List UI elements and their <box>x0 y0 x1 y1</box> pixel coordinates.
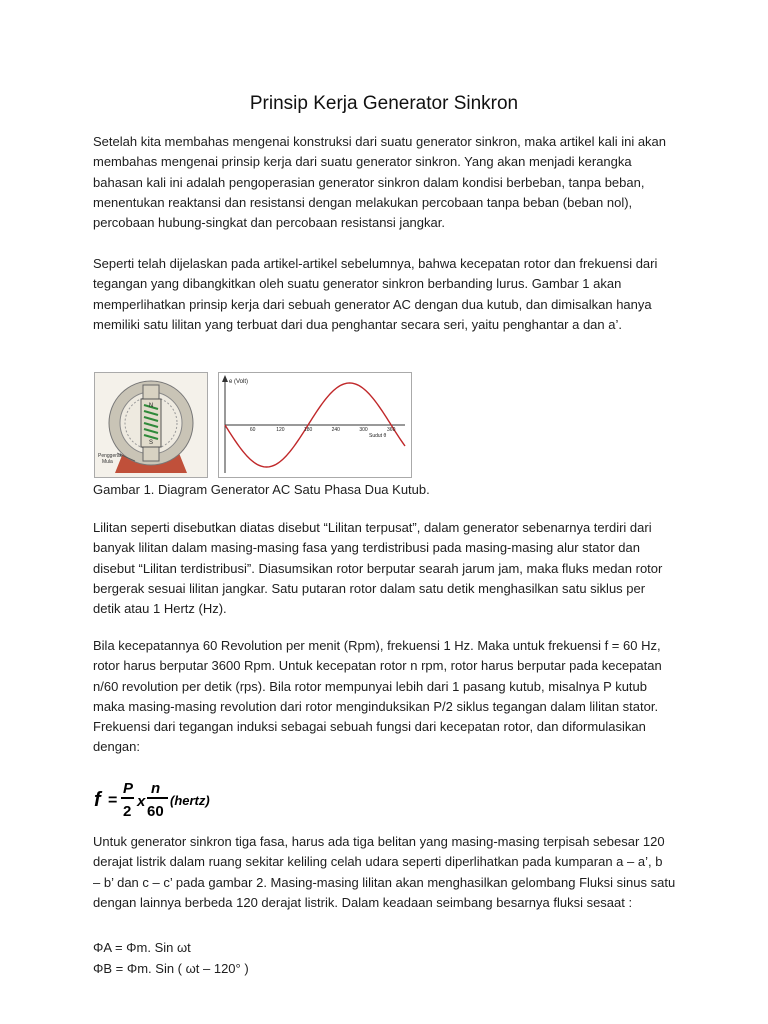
formula-sixty: 60 <box>147 803 164 820</box>
wave-y-label: e (Volt) <box>229 379 249 385</box>
wave-tick-label: 240 <box>331 427 340 433</box>
paragraph-line: Lilitan seperti disebutkan diatas disebut “Lilitan terpusat”, dalam generator sebenarnya terdiri dari <box>93 520 652 535</box>
wave-tick-label: 120 <box>276 427 285 433</box>
paragraph-line: dengan lainnya berbeda 120 derajat listrik. Dalam keadaan seimbang besarnya fluksi sesaat : <box>93 894 633 910</box>
paragraph-line: n/60 revolution per detik (rps). Bila rotor mempunyai lebih dari 1 pasang kutub, misalnya P kutub <box>93 678 647 694</box>
flux-equation-b: ΦB = Φm. Sin ( ωt – 120° ) <box>93 961 249 976</box>
sine-wave-drawing <box>219 373 411 477</box>
formula-p: P <box>123 780 134 797</box>
paragraph-line: derajat listrik dalam ruang sekitar keliling celah udara seperti diperlihatkan pada kumparan a – a’, b <box>93 854 663 870</box>
prime-mover-label-2: Mula <box>102 459 113 465</box>
paragraph-line: Untuk generator sinkron tiga fasa, harus ada tiga belitan yang masing-masing terpisah sebesar 120 <box>93 834 665 849</box>
paragraph-line: memiliki satu lilitan yang terbuat dari dua penghantar secara seri, yaitu penghantar a dan a’. <box>93 316 622 332</box>
paragraph-three-phase <box>93 832 693 913</box>
wave-tick-label: 360 <box>387 427 396 433</box>
figure-caption: Gambar 1. Diagram Generator AC Satu Phasa Dua Kutub. <box>93 482 430 497</box>
paragraph-line: Setelah kita membahas mengenai konstruksi dari suatu generator sinkron, maka artikel kali ini akan <box>93 134 667 149</box>
paragraph-line: Bila kecepatannya 60 Revolution per menit (Rpm), frekuensi 1 Hz. Maka untuk frekuensi f = 60 Hz, <box>93 638 661 653</box>
paragraph-line: detik atau 1 Hertz (Hz). <box>93 601 227 617</box>
sine-wave-plot <box>218 372 412 478</box>
wave-tick-label: 300 <box>359 427 368 433</box>
paragraph-line: memperlihatkan prinsip kerja dari sebuah generator AC dengan dua kutub, dan dimisalkan hanya <box>93 296 652 312</box>
paragraph-line: percobaan hubung-singkat dan percobaan resistansi jangkar. <box>93 215 445 231</box>
wave-tick-label: 60 <box>249 427 256 433</box>
paragraph-line: rotor harus berputar 3600 Rpm. Untuk kecepatan rotor n rpm, rotor harus berputar pada kecepatan <box>93 658 662 674</box>
paragraph-line: Seperti telah dijelaskan pada artikel-artikel sebelumnya, bahwa kecepatan rotor dan frekuensi dari <box>93 256 658 271</box>
paragraph-line: disebut “Lilitan terdistribusi”. Diasumsikan rotor berputar searah jarum jam, maka fluks medan rotor <box>93 560 663 576</box>
page-title: Prinsip Kerja Generator Sinkron <box>249 93 519 114</box>
paragraph-line: dengan: <box>93 739 140 755</box>
formula-n: n <box>151 780 161 797</box>
frequency-formula <box>92 776 232 822</box>
generator-diagram <box>94 372 208 478</box>
generator-drawing <box>95 373 207 477</box>
formula-equals: = <box>108 792 118 809</box>
formula-two: 2 <box>123 803 132 820</box>
paragraph-line: membahas mengenai prinsip kerja dari suatu generator sinkron. Yang akan menjadi kerangka <box>93 154 632 170</box>
paragraph-windings <box>93 518 693 619</box>
paragraph-rotor-speed <box>93 254 693 335</box>
formula-x: x <box>137 793 146 810</box>
pole-n-label: N <box>148 403 154 409</box>
prime-mover-label: Penggerak <box>98 453 123 459</box>
formula-unit: (hertz) <box>170 793 210 808</box>
paragraph-line: bergerak sesuai lilitan jangkar. Satu putaran rotor dalam satu detik menghasilkan satu siklus per <box>93 580 646 596</box>
formula-f: f <box>94 789 101 811</box>
flux-equation-a: ΦA = Φm. Sin ωt <box>93 940 191 955</box>
paragraph-line: tegangan yang dibangkitkan oleh suatu generator sinkron berbanding lurus. Gambar 1 akan <box>93 276 622 292</box>
paragraph-line: bahasan kali ini adalah pengoperasian generator sinkron dalam kondisi berbeban, tanpa beban, <box>93 174 645 190</box>
paragraph-line: banyak lilitan dalam masing-masing fasa yang terdistribusi pada masing-masing alur stator dan <box>93 540 640 556</box>
paragraph-intro <box>93 132 693 233</box>
paragraph-line: maka masing-masing revolution dari rotor menginduksikan P/2 siklus tegangan dalam lilitan stator. <box>93 698 659 714</box>
wave-tick-label: 180 <box>303 427 313 433</box>
wave-x-label: Sudut θ <box>369 433 387 439</box>
paragraph-frequency <box>93 636 693 758</box>
paragraph-line: menentukan reaktansi dan resistansi dengan melakukan percobaan tanpa beban (beban nol), <box>93 194 633 210</box>
paragraph-line: – b’ dan c – c’ pada gambar 2. Masing-masing lilitan akan menghasilkan gelombang Fluksi sinus satu <box>93 874 676 890</box>
paragraph-line: Frekuensi dari tegangan induksi sebagai sebuah fungsi dari kecepatan rotor, dan diformulasikan <box>93 719 646 735</box>
pole-s-label: S <box>148 440 154 446</box>
